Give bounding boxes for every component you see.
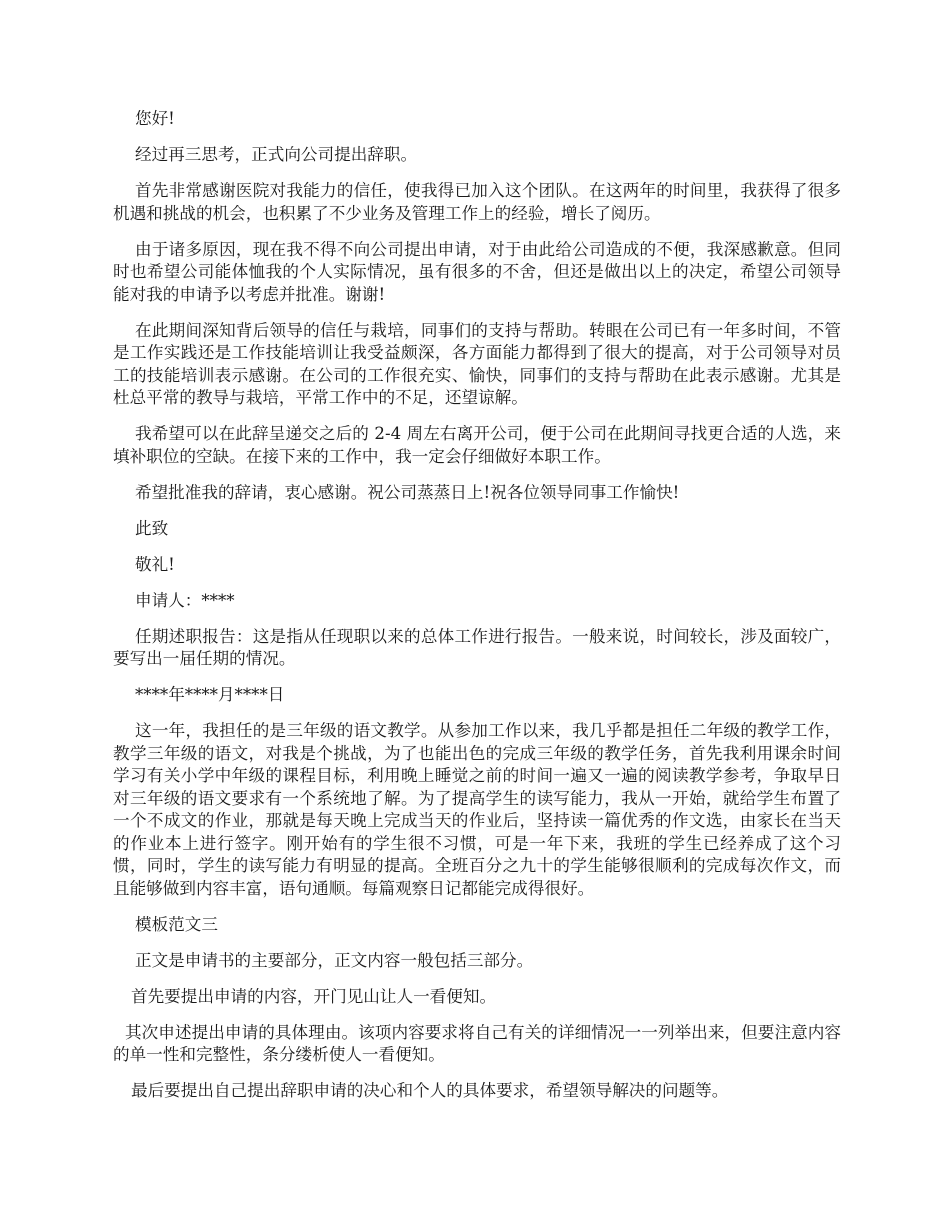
paragraph-second-point: 其次申述提出申请的具体理由。该项内容要求将自己有关的详细情况一一列举出来，但要注意内容的单一性和完整性，条分缕析使人一看便知。 [113, 1022, 841, 1064]
document-body [113, 108, 841, 1116]
greeting: 您好! [135, 109, 175, 128]
paragraph-teaching-summary: 这一年，我担任的是三年级的语文教学。从参加工作以来，我几乎都是担任二年级的教学工作，教学三年级的语文，对我是个挑战，为了也能出色的完成三年级的教学任务，首先我利用课余时间学习有关小学中年级的课程目标，利用晚上睡觉之前的时间一遍又一遍的阅读教学参考，争取早日对三年级的语文要求有一个系统地了解。为了提高学生的读写能力，我从一开始，就给学生布置了一个不成文的作业，那就是每天晚上完成当天的作业后，坚持读一篇优秀的作文选，由家长在当天的作业本上进行签字。刚开始有的学生很不习惯，可是一年下来，我班的学生已经养成了这个习惯，同时，学生的读写能力有明显的提高。全班百分之九十的学生能够很顺利的完成每次作文，而且能够做到内容丰富，语句通顺。每篇观察日记都能完成得很好。 [113, 721, 841, 898]
paragraph-gratitude: 在此期间深知背后领导的信任与栽培，同事们的支持与帮助。转眼在公司已有一年多时间，不管是工作实践还是工作技能培训让我受益颇深，各方面能力都得到了很大的提高，对于公司领导对员工的技能培训表示感谢。在公司的工作很充实、愉快，同事们的支持与帮助在此表示感谢。尤其是杜总平常的教导与栽培，平常工作中的不足，还望谅解。 [113, 320, 841, 407]
document-date: ****年****月****日 [135, 685, 285, 704]
paragraph-resignation-intent: 经过再三思考，正式向公司提出辞职。 [135, 145, 418, 164]
paragraph-first-point: 首先要提出申请的内容，开门见山让人一看便知。 [131, 986, 497, 1006]
paragraph-body-overview: 正文是申请书的主要部分，正文内容一般包括三部分。 [135, 950, 534, 970]
paragraph-thanks: 首先非常感谢医院对我能力的信任，使我得已加入这个团队。在这两年的时间里，我获得了很多机遇和挑战的机会，也积累了不少业务及管理工作上的经验，增长了阅历。 [113, 181, 841, 223]
paragraph-timeline: 我希望可以在此辞呈递交之后的 2-4 周左右离开公司，便于公司在此期间寻找更合适的人选，来填补职位的空缺。在接下来的工作中，我一定会仔细做好本职工作。 [113, 424, 841, 466]
paragraph-reasons: 由于诸多原因，现在我不得不向公司提出申请，对于由此给公司造成的不便，我深感歉意。但同时也希望公司能体恤我的个人实际情况，虽有很多的不舍，但还是做出以上的决定，希望公司领导能对我的申请予以考虑并批准。谢谢! [113, 239, 841, 304]
paragraph-wishes: 希望批准我的辞请，衷心感谢。祝公司蒸蒸日上!祝各位领导同事工作愉快! [135, 482, 680, 502]
closing-regards: 敬礼! [135, 554, 175, 574]
closing-salutation: 此致 [135, 518, 169, 538]
paragraph-final-point: 最后要提出自己提出辞职申请的决心和个人的具体要求，希望领导解决的问题等。 [131, 1081, 729, 1100]
section-heading-template-three: 模板范文三 [135, 914, 218, 934]
paragraph-term-report: 任期述职报告：这是指从任现职以来的总体工作进行报告。一般来说，时间较长，涉及面较广，要写出一届任期的情况。 [113, 626, 841, 668]
applicant-signature: 申请人：**** [135, 590, 235, 610]
